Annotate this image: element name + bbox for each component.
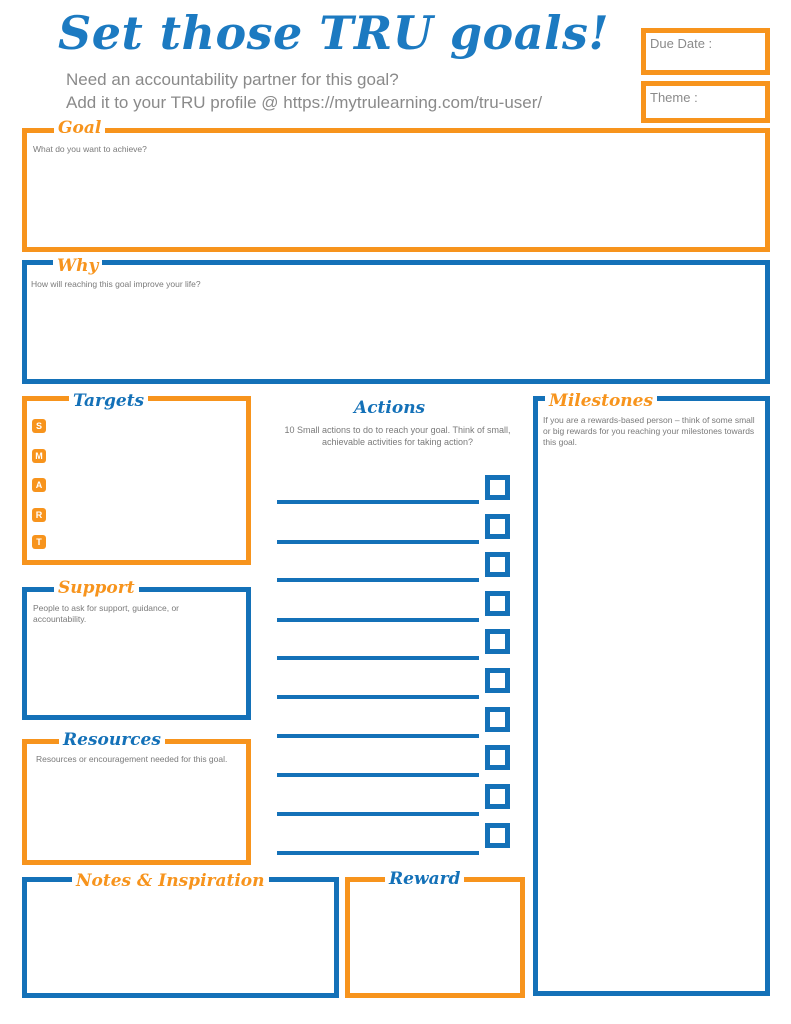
action-checkbox[interactable] (485, 823, 510, 848)
action-checkbox[interactable] (485, 784, 510, 809)
resources-heading: Resources (59, 730, 165, 750)
support-heading: Support (54, 578, 139, 598)
action-checkbox[interactable] (485, 668, 510, 693)
reward-box[interactable] (345, 877, 525, 998)
reward-heading: Reward (385, 869, 464, 889)
goal-heading: Goal (54, 118, 105, 138)
subtitle-line-2: Add it to your TRU profile @ https://mytrulearning.com/tru-user/ (66, 93, 543, 112)
action-checkbox[interactable] (485, 475, 510, 500)
resources-hint: Resources or encouragement needed for this goal. (36, 754, 228, 764)
target-letter-r: R (32, 508, 46, 522)
target-letter-s: S (32, 419, 46, 433)
action-line[interactable] (277, 851, 479, 855)
target-letter-m: M (32, 449, 46, 463)
action-line[interactable] (277, 618, 479, 622)
targets-heading: Targets (69, 391, 148, 411)
due-date-label: Due Date : (650, 36, 713, 51)
action-checkbox[interactable] (485, 629, 510, 654)
action-checkbox[interactable] (485, 552, 510, 577)
targets-box[interactable] (22, 396, 251, 565)
action-line[interactable] (277, 812, 479, 816)
action-checkbox[interactable] (485, 707, 510, 732)
action-line[interactable] (277, 500, 479, 504)
action-checkbox[interactable] (485, 591, 510, 616)
action-checkbox[interactable] (485, 514, 510, 539)
subtitle-line-1: Need an accountability partner for this goal? (66, 70, 399, 89)
action-line[interactable] (277, 695, 479, 699)
action-line[interactable] (277, 773, 479, 777)
target-letter-t: T (32, 535, 46, 549)
page-title: Set those TRU goals! (58, 6, 610, 60)
actions-heading: Actions (350, 398, 429, 418)
why-heading: Why (53, 256, 102, 276)
goal-hint: What do you want to achieve? (33, 144, 147, 154)
action-line[interactable] (277, 578, 479, 582)
target-letter-a: A (32, 478, 46, 492)
milestones-hint: If you are a rewards-based person – think of some small or big rewards for you reaching your milestones towards this goal. (543, 415, 755, 447)
milestones-heading: Milestones (545, 391, 657, 411)
why-hint: How will reaching this goal improve your life? (31, 279, 201, 289)
notes-box[interactable] (22, 877, 339, 998)
action-checkbox[interactable] (485, 745, 510, 770)
milestones-box[interactable] (533, 396, 770, 996)
action-line[interactable] (277, 540, 479, 544)
notes-heading: Notes & Inspiration (72, 871, 269, 891)
support-hint: People to ask for support, guidance, or accountability. (33, 603, 180, 624)
action-line[interactable] (277, 656, 479, 660)
actions-hint: 10 Small actions to do to reach your goal. Think of small, achievable activities for taking action? (284, 425, 511, 447)
action-line[interactable] (277, 734, 479, 738)
theme-label: Theme : (650, 90, 698, 105)
